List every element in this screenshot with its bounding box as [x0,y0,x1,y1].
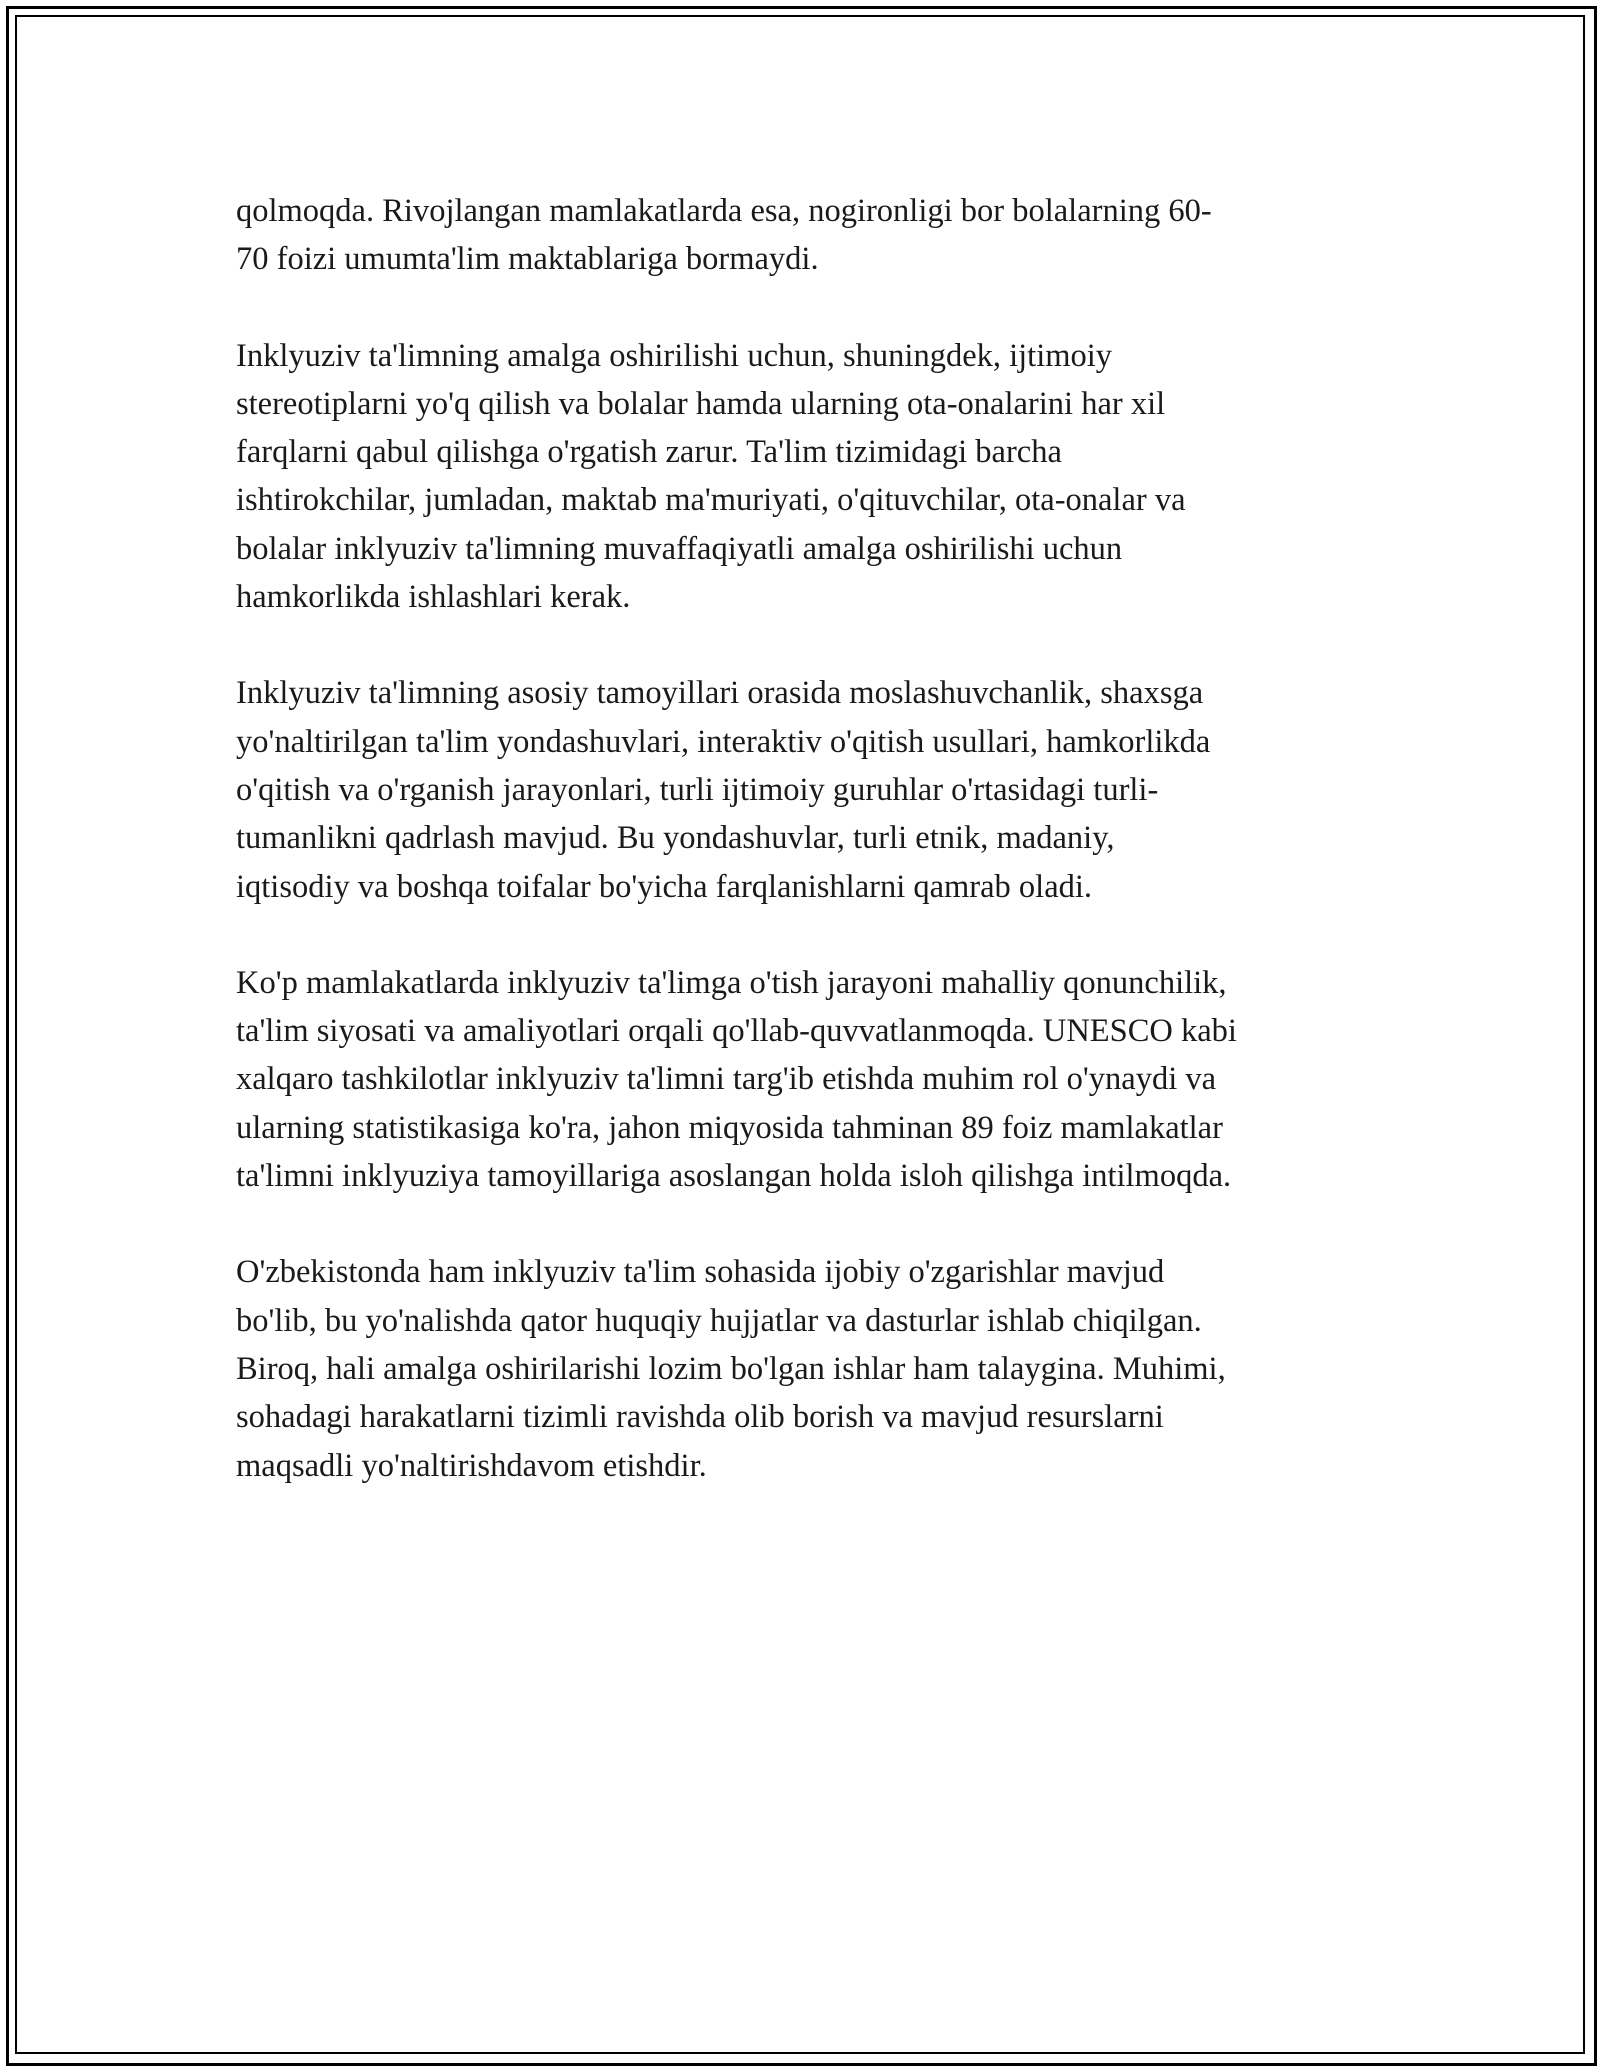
paragraph-5 [236,1248,1386,1489]
paragraph-2 [236,332,1386,622]
document-body [236,187,1386,1538]
text-line: ularning statistikasiga ko'ra, jahon miqyosida tahminan 89 foiz mamlakatlar [236,1109,1223,1146]
text-line: ta'lim siyosati va amaliyotlari orqali qo'llab-quvvatlanmoqda. UNESCO kabi [236,1013,1237,1050]
text-line: Ko'p mamlakatlarda inklyuziv ta'limga o'tish jarayoni mahalliy qonunchilik, [236,964,1227,1001]
text-line: O'zbekistonda ham inklyuziv ta'lim sohasida ijobiy o'zgarishlar mavjud [236,1254,1165,1291]
text-line: stereotiplarni yo'q qilish va bolalar hamda ularning ota-onalarini har xil [236,385,1166,422]
text-line: Inklyuziv ta'limning amalga oshirilishi uchun, shuningdek, ijtimoiy [236,337,1113,374]
text-line: 70 foizi umumta'lim maktablariga bormaydi. [236,241,819,278]
text-line: tumanlikni qadrlash mavjud. Bu yondashuvlar, turli etnik, madaniy, [236,820,1115,857]
text-line: ishtirokchilar, jumladan, maktab ma'muriyati, o'qituvchilar, ota-onalar va [236,482,1186,519]
text-line: o'qitish va o'rganish jarayonlari, turli ijtimoiy guruhlar o'rtasidagi turli- [236,771,1159,808]
text-line: Biroq, hali amalga oshirilarishi lozim bo'lgan ishlar ham talaygina. Muhimi, [236,1350,1226,1387]
paragraph-3 [236,669,1386,910]
text-line: bo'lib, bu yo'nalishda qator huquqiy hujjatlar va dasturlar ishlab chiqilgan. [236,1302,1202,1339]
text-line: farqlarni qabul qilishga o'rgatish zarur. Ta'lim tizimidagi barcha [236,434,1062,471]
text-line: Inklyuziv ta'limning asosiy tamoyillari orasida moslashuvchanlik, shaxsga [236,675,1204,712]
text-line: qolmoqda. Rivojlangan mamlakatlarda esa, nogironligi bor bolalarning 60- [236,193,1212,229]
text-line: sohadagi harakatlarni tizimli ravishda olib borish va mavjud resurslarni [236,1399,1164,1436]
text-line: bolalar inklyuziv ta'limning muvaffaqiyatli amalga oshirilishi uchun [236,530,1123,567]
paragraph-1 [236,187,1386,284]
text-line: iqtisodiy va boshqa toifalar bo'yicha farqlanishlarni qamrab oladi. [236,868,1093,905]
text-line: ta'limni inklyuziya tamoyillariga asoslangan holda isloh qilishga intilmoqda. [236,1158,1232,1195]
text-line: yo'naltirilgan ta'lim yondashuvlari, interaktiv o'qitish usullari, hamkorlikda [236,723,1211,760]
text-line: xalqaro tashkilotlar inklyuziv ta'limni targ'ib etishda muhim rol o'ynaydi va [236,1061,1217,1098]
text-line: hamkorlikda ishlashlari kerak. [236,579,631,616]
text-line: maqsadli yo'naltirishdavom etishdir. [236,1447,707,1484]
paragraph-4 [236,959,1386,1200]
